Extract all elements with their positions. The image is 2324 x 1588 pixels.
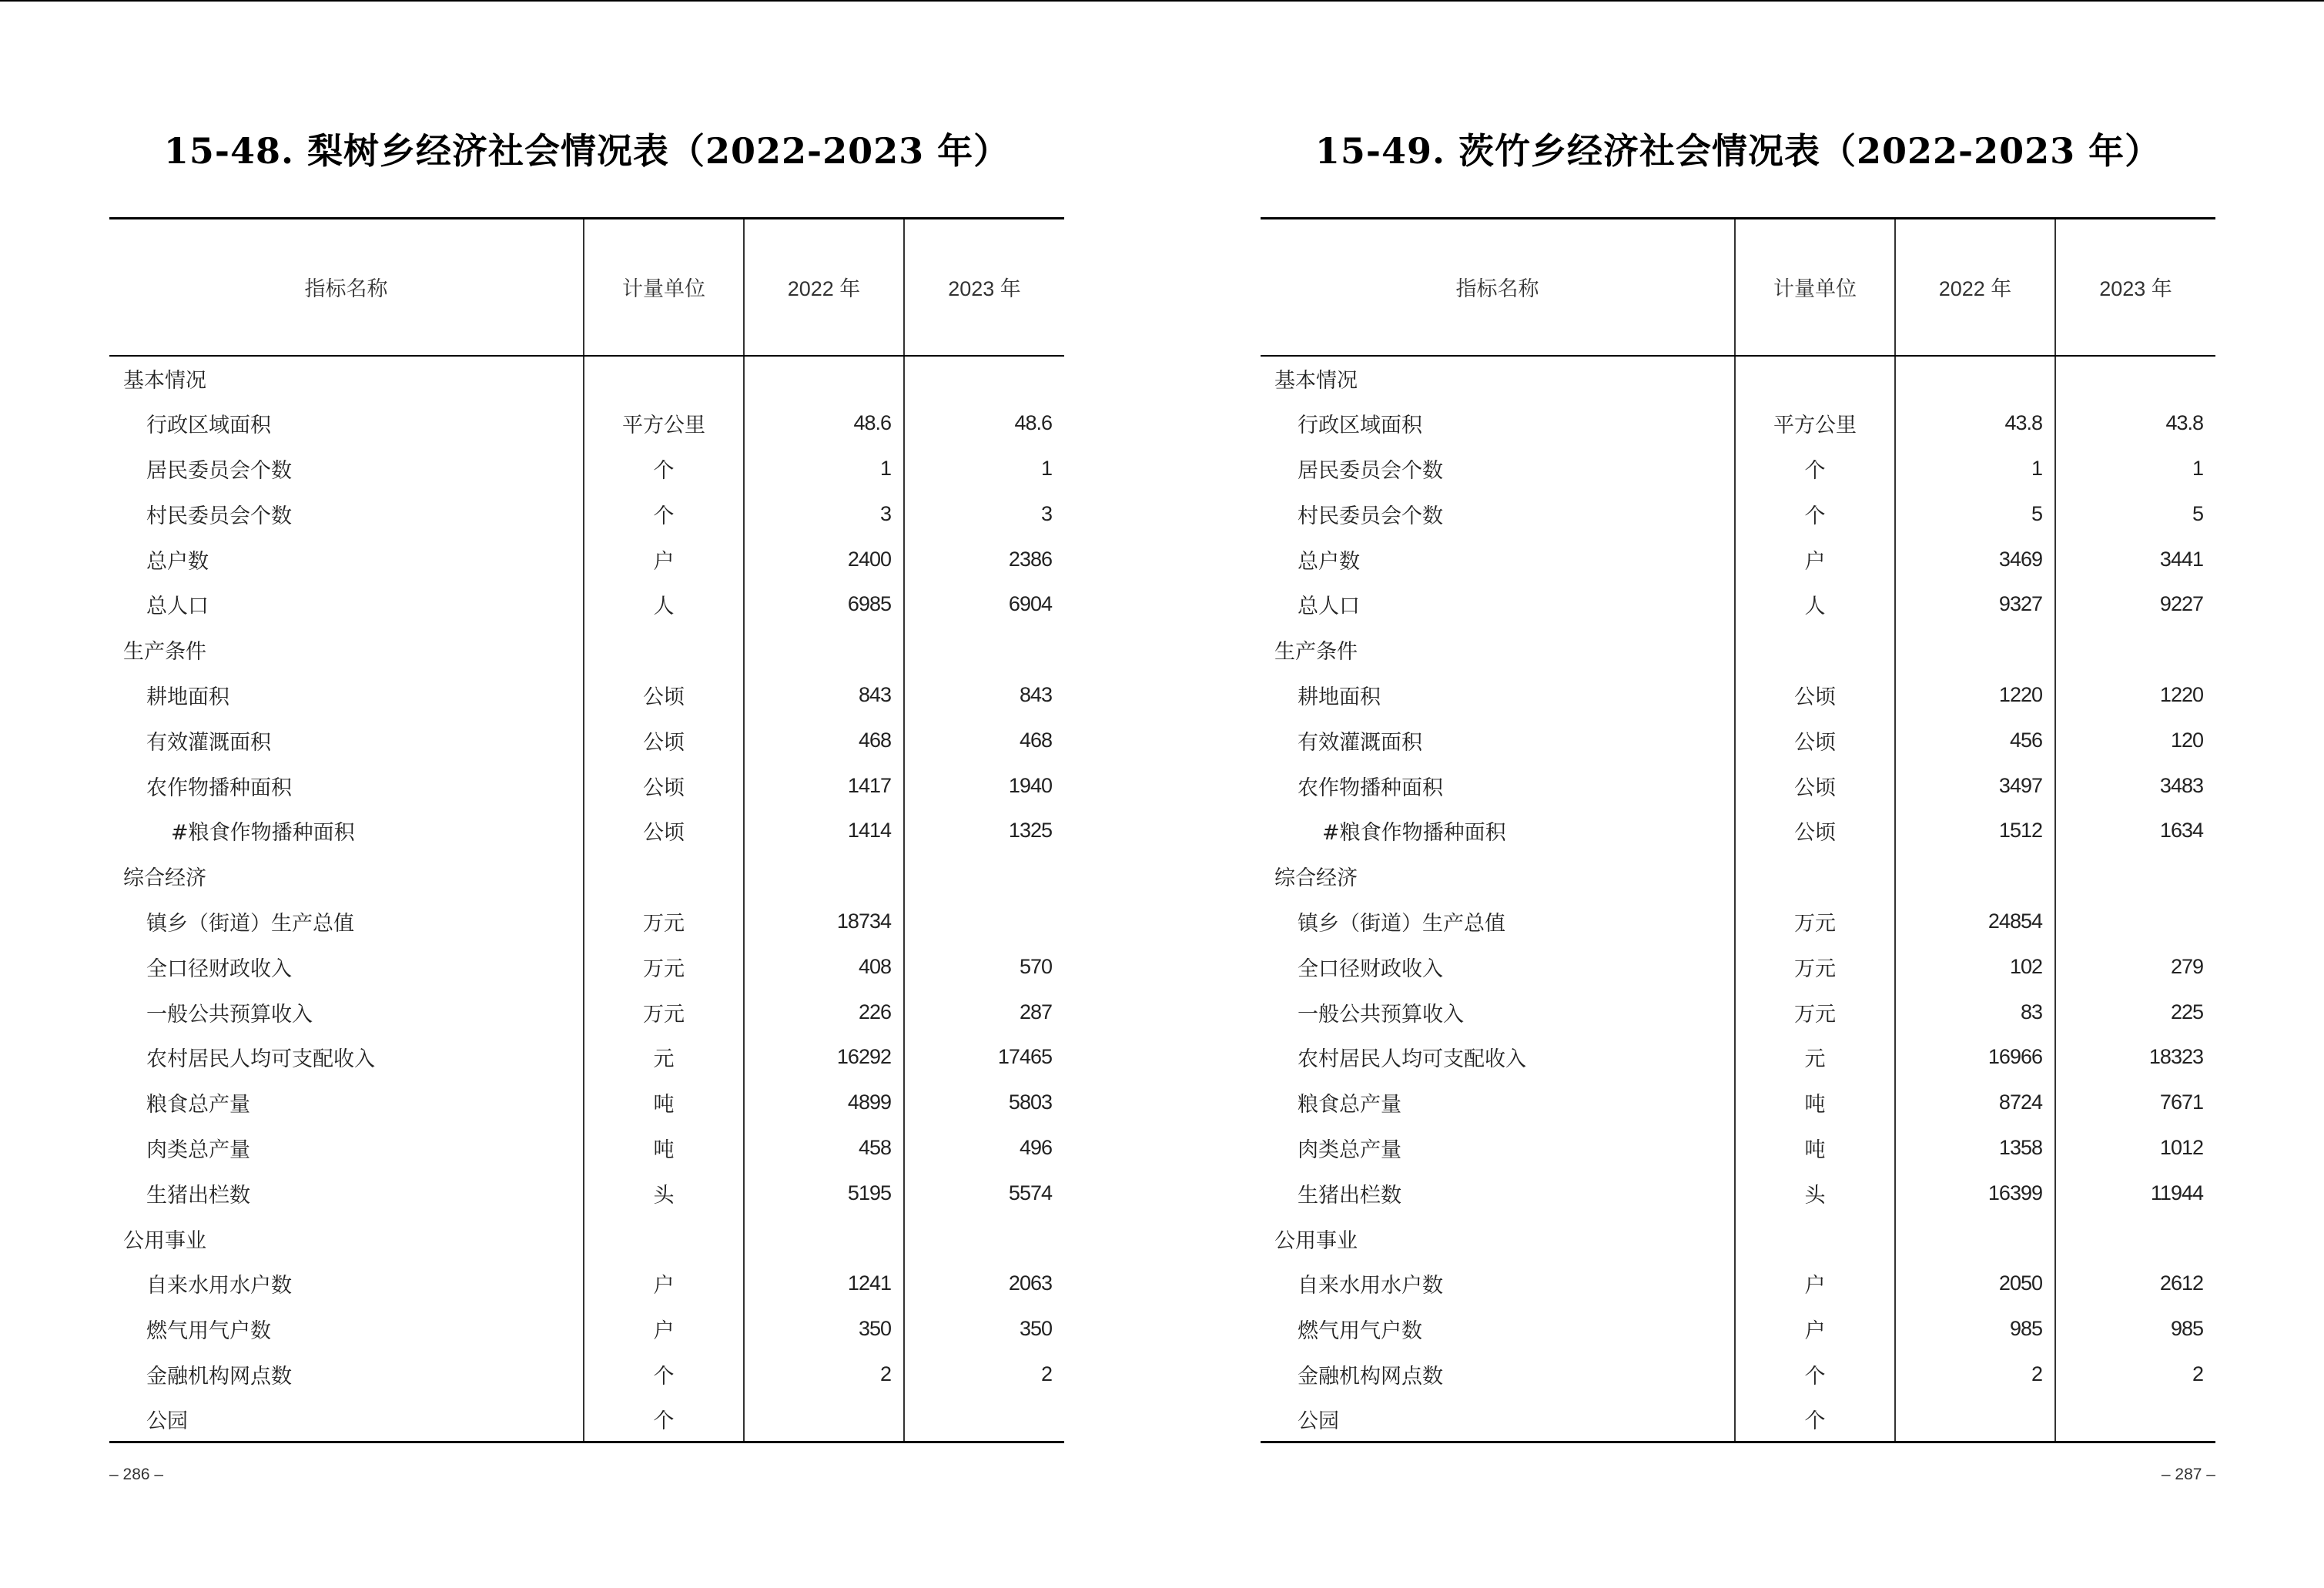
unit-cell: 吨 <box>584 1125 744 1171</box>
value-2022: 83 <box>1895 990 2055 1035</box>
value-2023: 1012 <box>2055 1125 2215 1171</box>
section-label: 基本情况 <box>1274 368 1358 393</box>
value-2022: 9327 <box>1895 581 2055 627</box>
indicator-name: 肉类总产量 <box>146 1137 250 1162</box>
section-row <box>109 356 1064 401</box>
section-label: 公用事业 <box>123 1228 206 1253</box>
table-row <box>109 1125 1064 1171</box>
section-label: 生产条件 <box>123 640 206 665</box>
value-2023: 843 <box>904 672 1064 718</box>
value-2022 <box>744 627 904 672</box>
indicator-name: 有效灌溉面积 <box>146 730 271 755</box>
value-2023 <box>904 899 1064 944</box>
unit-cell: 个 <box>1735 446 1895 491</box>
indicator-name: 耕地面积 <box>146 685 229 709</box>
section-row <box>109 627 1064 672</box>
unit-cell: 户 <box>1735 537 1895 582</box>
table-row <box>1261 446 2215 491</box>
stats-table <box>109 217 1064 1443</box>
table-row <box>109 1261 1064 1306</box>
value-2022: 1414 <box>744 808 904 853</box>
section-label: 综合经济 <box>123 866 206 891</box>
indicator-name: 居民委员会个数 <box>1298 458 1443 483</box>
indicator-name: 全口径财政收入 <box>146 956 292 981</box>
value-2022: 102 <box>1895 944 2055 990</box>
table-row <box>1261 1080 2215 1125</box>
table-header-row <box>109 219 1064 356</box>
unit-cell <box>584 356 744 401</box>
indicator-name: 有效灌溉面积 <box>1298 730 1422 755</box>
indicator-name: 总户数 <box>146 549 209 574</box>
value-2023: 3483 <box>2055 763 2215 809</box>
value-2023: 985 <box>2055 1306 2215 1352</box>
value-2023: 287 <box>904 990 1064 1035</box>
table-row <box>1261 537 2215 582</box>
header-unit: 计量单位 <box>1735 219 1895 356</box>
unit-cell <box>584 1216 744 1261</box>
value-2023 <box>2055 1216 2215 1261</box>
unit-cell: 个 <box>1735 1352 1895 1397</box>
table-row <box>109 1306 1064 1352</box>
value-2022 <box>1895 1216 2055 1261</box>
value-2022: 456 <box>1895 718 2055 763</box>
table-row <box>1261 899 2215 944</box>
value-2022: 2 <box>1895 1352 2055 1397</box>
unit-cell: 万元 <box>1735 944 1895 990</box>
section-label: 基本情况 <box>123 368 206 393</box>
table-row <box>1261 763 2215 809</box>
value-2022: 1220 <box>1895 672 2055 718</box>
value-2023 <box>904 356 1064 401</box>
indicator-name: 村民委员会个数 <box>1298 504 1443 528</box>
value-2023 <box>904 853 1064 899</box>
value-2022: 18734 <box>744 899 904 944</box>
section-label: 公用事业 <box>1274 1228 1358 1253</box>
indicator-name: 燃气用气户数 <box>146 1319 271 1344</box>
unit-cell: 公顷 <box>584 763 744 809</box>
indicator-name: 耕地面积 <box>1298 685 1381 709</box>
unit-cell: 万元 <box>584 990 744 1035</box>
table-row <box>109 763 1064 809</box>
value-2023 <box>904 1216 1064 1261</box>
value-2023 <box>904 627 1064 672</box>
indicator-name: 粮食总产量 <box>146 1093 250 1117</box>
value-2023: 1325 <box>904 808 1064 853</box>
indicator-name: 自来水用水户数 <box>1298 1274 1443 1298</box>
unit-cell: 公顷 <box>584 672 744 718</box>
value-2023: 350 <box>904 1306 1064 1352</box>
value-2023: 120 <box>2055 718 2215 763</box>
value-2022: 4899 <box>744 1080 904 1125</box>
value-2022: 2050 <box>1895 1261 2055 1306</box>
value-2023: 6904 <box>904 581 1064 627</box>
value-2023: 496 <box>904 1125 1064 1171</box>
value-2023: 1 <box>2055 446 2215 491</box>
table-row <box>109 1171 1064 1216</box>
value-2023: 5803 <box>904 1080 1064 1125</box>
unit-cell: 个 <box>584 1397 744 1442</box>
value-2022 <box>1895 1397 2055 1442</box>
value-2022 <box>744 1216 904 1261</box>
value-2023: 1 <box>904 446 1064 491</box>
unit-cell: 公顷 <box>1735 808 1895 853</box>
value-2022 <box>1895 627 2055 672</box>
value-2023: 3 <box>904 491 1064 537</box>
section-row <box>109 1216 1064 1261</box>
table-row <box>109 672 1064 718</box>
unit-cell: 户 <box>584 1306 744 1352</box>
unit-cell: 个 <box>584 446 744 491</box>
value-2022: 1417 <box>744 763 904 809</box>
table-row <box>109 718 1064 763</box>
unit-cell: 吨 <box>1735 1080 1895 1125</box>
table-row <box>1261 672 2215 718</box>
table-row <box>1261 1306 2215 1352</box>
unit-cell: 户 <box>584 537 744 582</box>
indicator-name: 公园 <box>1261 1397 1735 1442</box>
value-2022: 43.8 <box>1895 400 2055 446</box>
value-2023: 2386 <box>904 537 1064 582</box>
page-number: – 287 – <box>2161 1466 2215 1483</box>
indicator-name: #粮食作物播种面积 <box>171 821 355 846</box>
header-indicator-name: 指标名称 <box>109 219 584 356</box>
indicator-name: 金融机构网点数 <box>1298 1364 1443 1389</box>
value-2023 <box>2055 853 2215 899</box>
table-row <box>1261 808 2215 853</box>
unit-cell: 元 <box>584 1034 744 1080</box>
table-row <box>109 400 1064 446</box>
value-2023: 5 <box>2055 491 2215 537</box>
section-row <box>1261 627 2215 672</box>
value-2022: 16966 <box>1895 1034 2055 1080</box>
indicator-name: 生猪出栏数 <box>1298 1183 1401 1208</box>
value-2023: 1940 <box>904 763 1064 809</box>
indicator-name: 镇乡（街道）生产总值 <box>1298 911 1505 936</box>
indicator-name: 一般公共预算收入 <box>1298 1002 1464 1027</box>
unit-cell: 公顷 <box>1735 672 1895 718</box>
table-row <box>1261 1125 2215 1171</box>
unit-cell <box>584 853 744 899</box>
unit-cell: 头 <box>584 1171 744 1216</box>
table-body <box>1261 356 2215 1442</box>
indicator-name: 居民委员会个数 <box>146 458 292 483</box>
unit-cell: 公顷 <box>1735 718 1895 763</box>
table-row <box>109 944 1064 990</box>
table-row <box>1261 1261 2215 1306</box>
value-2022: 3 <box>744 491 904 537</box>
indicator-name: 公园 <box>109 1397 584 1442</box>
table-row <box>109 581 1064 627</box>
unit-cell: 万元 <box>584 899 744 944</box>
section-row <box>1261 356 2215 401</box>
value-2023 <box>2055 356 2215 401</box>
unit-cell <box>1735 853 1895 899</box>
table-row <box>109 1397 1064 1442</box>
table-header-row <box>1261 219 2215 356</box>
unit-cell: 公顷 <box>584 718 744 763</box>
value-2022: 2400 <box>744 537 904 582</box>
unit-cell: 人 <box>1735 581 1895 627</box>
indicator-name: 燃气用气户数 <box>1298 1319 1422 1344</box>
table-row <box>1261 1034 2215 1080</box>
table-body <box>109 356 1064 1442</box>
table-row <box>1261 718 2215 763</box>
value-2022: 226 <box>744 990 904 1035</box>
value-2023: 5574 <box>904 1171 1064 1216</box>
value-2022: 843 <box>744 672 904 718</box>
value-2022: 1512 <box>1895 808 2055 853</box>
value-2023: 43.8 <box>2055 400 2215 446</box>
value-2022 <box>1895 356 2055 401</box>
table-title: 15-49. 茨竹乡经济社会情况表（2022-2023 年） <box>1314 130 2162 172</box>
section-row <box>109 853 1064 899</box>
table-row <box>1261 944 2215 990</box>
value-2023: 3441 <box>2055 537 2215 582</box>
value-2023: 2 <box>2055 1352 2215 1397</box>
table-row <box>109 808 1064 853</box>
unit-cell: 平方公里 <box>1735 400 1895 446</box>
unit-cell: 元 <box>1735 1034 1895 1080</box>
section-label: 综合经济 <box>1274 866 1358 891</box>
unit-cell <box>1735 356 1895 401</box>
section-row <box>1261 1216 2215 1261</box>
page-left <box>109 0 1064 1588</box>
value-2023: 7671 <box>2055 1080 2215 1125</box>
unit-cell: 吨 <box>1735 1125 1895 1171</box>
indicator-name: 肉类总产量 <box>1298 1137 1401 1162</box>
value-2022: 6985 <box>744 581 904 627</box>
unit-cell: 公顷 <box>584 808 744 853</box>
value-2023: 1220 <box>2055 672 2215 718</box>
unit-cell <box>1735 1216 1895 1261</box>
unit-cell: 万元 <box>584 944 744 990</box>
table-row <box>1261 400 2215 446</box>
section-row <box>1261 853 2215 899</box>
unit-cell: 人 <box>584 581 744 627</box>
value-2023 <box>2055 899 2215 944</box>
value-2022: 1358 <box>1895 1125 2055 1171</box>
table-row <box>109 1034 1064 1080</box>
indicator-name: 粮食总产量 <box>1298 1093 1401 1117</box>
value-2022: 985 <box>1895 1306 2055 1352</box>
value-2023: 225 <box>2055 990 2215 1035</box>
value-2022 <box>744 1397 904 1442</box>
table-row <box>1261 1171 2215 1216</box>
table-row <box>1261 990 2215 1035</box>
page-right <box>1261 0 2215 1588</box>
value-2022 <box>744 356 904 401</box>
header-indicator-name: 指标名称 <box>1261 219 1735 356</box>
indicator-name: 农村居民人均可支配收入 <box>146 1047 375 1072</box>
value-2022: 1 <box>1895 446 2055 491</box>
value-2023: 2612 <box>2055 1261 2215 1306</box>
value-2023: 9227 <box>2055 581 2215 627</box>
unit-cell: 户 <box>1735 1306 1895 1352</box>
unit-cell: 个 <box>1735 1397 1895 1442</box>
indicator-name: 总人口 <box>1298 595 1360 619</box>
page-number: – 286 – <box>109 1466 164 1483</box>
value-2022: 5 <box>1895 491 2055 537</box>
value-2023: 468 <box>904 718 1064 763</box>
value-2022: 408 <box>744 944 904 990</box>
unit-cell: 个 <box>584 1352 744 1397</box>
unit-cell: 个 <box>1735 491 1895 537</box>
unit-cell: 平方公里 <box>584 400 744 446</box>
indicator-name: 镇乡（街道）生产总值 <box>146 911 354 936</box>
section-label: 生产条件 <box>1274 640 1358 665</box>
value-2022: 8724 <box>1895 1080 2055 1125</box>
value-2022 <box>744 853 904 899</box>
table-row <box>109 1352 1064 1397</box>
table-row <box>1261 1352 2215 1397</box>
value-2022: 1241 <box>744 1261 904 1306</box>
value-2022: 1 <box>744 446 904 491</box>
value-2022: 350 <box>744 1306 904 1352</box>
header-unit: 计量单位 <box>584 219 744 356</box>
value-2022 <box>1895 853 2055 899</box>
indicator-name: 总人口 <box>146 595 209 619</box>
value-2023 <box>2055 1397 2215 1442</box>
indicator-name: 农村居民人均可支配收入 <box>1298 1047 1526 1072</box>
table-row <box>109 491 1064 537</box>
value-2022: 24854 <box>1895 899 2055 944</box>
value-2022: 5195 <box>744 1171 904 1216</box>
indicator-name: 生猪出栏数 <box>146 1183 250 1208</box>
indicator-name: #粮食作物播种面积 <box>1322 821 1506 846</box>
indicator-name: 一般公共预算收入 <box>146 1002 313 1027</box>
value-2023 <box>904 1397 1064 1442</box>
value-2022: 3469 <box>1895 537 2055 582</box>
indicator-name: 行政区域面积 <box>1298 414 1422 438</box>
value-2023: 17465 <box>904 1034 1064 1080</box>
indicator-name: 农作物播种面积 <box>1298 776 1443 800</box>
table-row <box>109 446 1064 491</box>
value-2022: 16292 <box>744 1034 904 1080</box>
value-2023: 11944 <box>2055 1171 2215 1216</box>
header-year-2022: 2022 年 <box>744 219 904 356</box>
unit-cell: 个 <box>584 491 744 537</box>
table-title: 15-48. 梨树乡经济社会情况表（2022-2023 年） <box>163 130 1010 172</box>
value-2023: 2 <box>904 1352 1064 1397</box>
unit-cell: 吨 <box>584 1080 744 1125</box>
value-2022: 3497 <box>1895 763 2055 809</box>
value-2023: 18323 <box>2055 1034 2215 1080</box>
value-2023: 2063 <box>904 1261 1064 1306</box>
value-2022: 458 <box>744 1125 904 1171</box>
unit-cell <box>584 627 744 672</box>
value-2023 <box>2055 627 2215 672</box>
indicator-name: 行政区域面积 <box>146 414 271 438</box>
unit-cell: 公顷 <box>1735 763 1895 809</box>
value-2022: 468 <box>744 718 904 763</box>
unit-cell <box>1735 627 1895 672</box>
value-2023: 48.6 <box>904 400 1064 446</box>
value-2022: 48.6 <box>744 400 904 446</box>
header-year-2023: 2023 年 <box>2055 219 2215 356</box>
unit-cell: 户 <box>1735 1261 1895 1306</box>
indicator-name: 自来水用水户数 <box>146 1274 292 1298</box>
stats-table <box>1261 217 2215 1443</box>
value-2023: 1634 <box>2055 808 2215 853</box>
unit-cell: 万元 <box>1735 899 1895 944</box>
table-row <box>1261 581 2215 627</box>
unit-cell: 头 <box>1735 1171 1895 1216</box>
value-2023: 279 <box>2055 944 2215 990</box>
indicator-name: 农作物播种面积 <box>146 776 292 800</box>
table-row <box>109 899 1064 944</box>
indicator-name: 全口径财政收入 <box>1298 956 1443 981</box>
value-2022: 16399 <box>1895 1171 2055 1216</box>
unit-cell: 万元 <box>1735 990 1895 1035</box>
value-2022: 2 <box>744 1352 904 1397</box>
header-year-2023: 2023 年 <box>904 219 1064 356</box>
indicator-name: 村民委员会个数 <box>146 504 292 528</box>
table-row <box>1261 491 2215 537</box>
table-row <box>109 1080 1064 1125</box>
table-row <box>1261 1397 2215 1442</box>
table-row <box>109 537 1064 582</box>
indicator-name: 金融机构网点数 <box>146 1364 292 1389</box>
unit-cell: 户 <box>584 1261 744 1306</box>
indicator-name: 总户数 <box>1298 549 1360 574</box>
header-year-2022: 2022 年 <box>1895 219 2055 356</box>
table-row <box>109 990 1064 1035</box>
value-2023: 570 <box>904 944 1064 990</box>
